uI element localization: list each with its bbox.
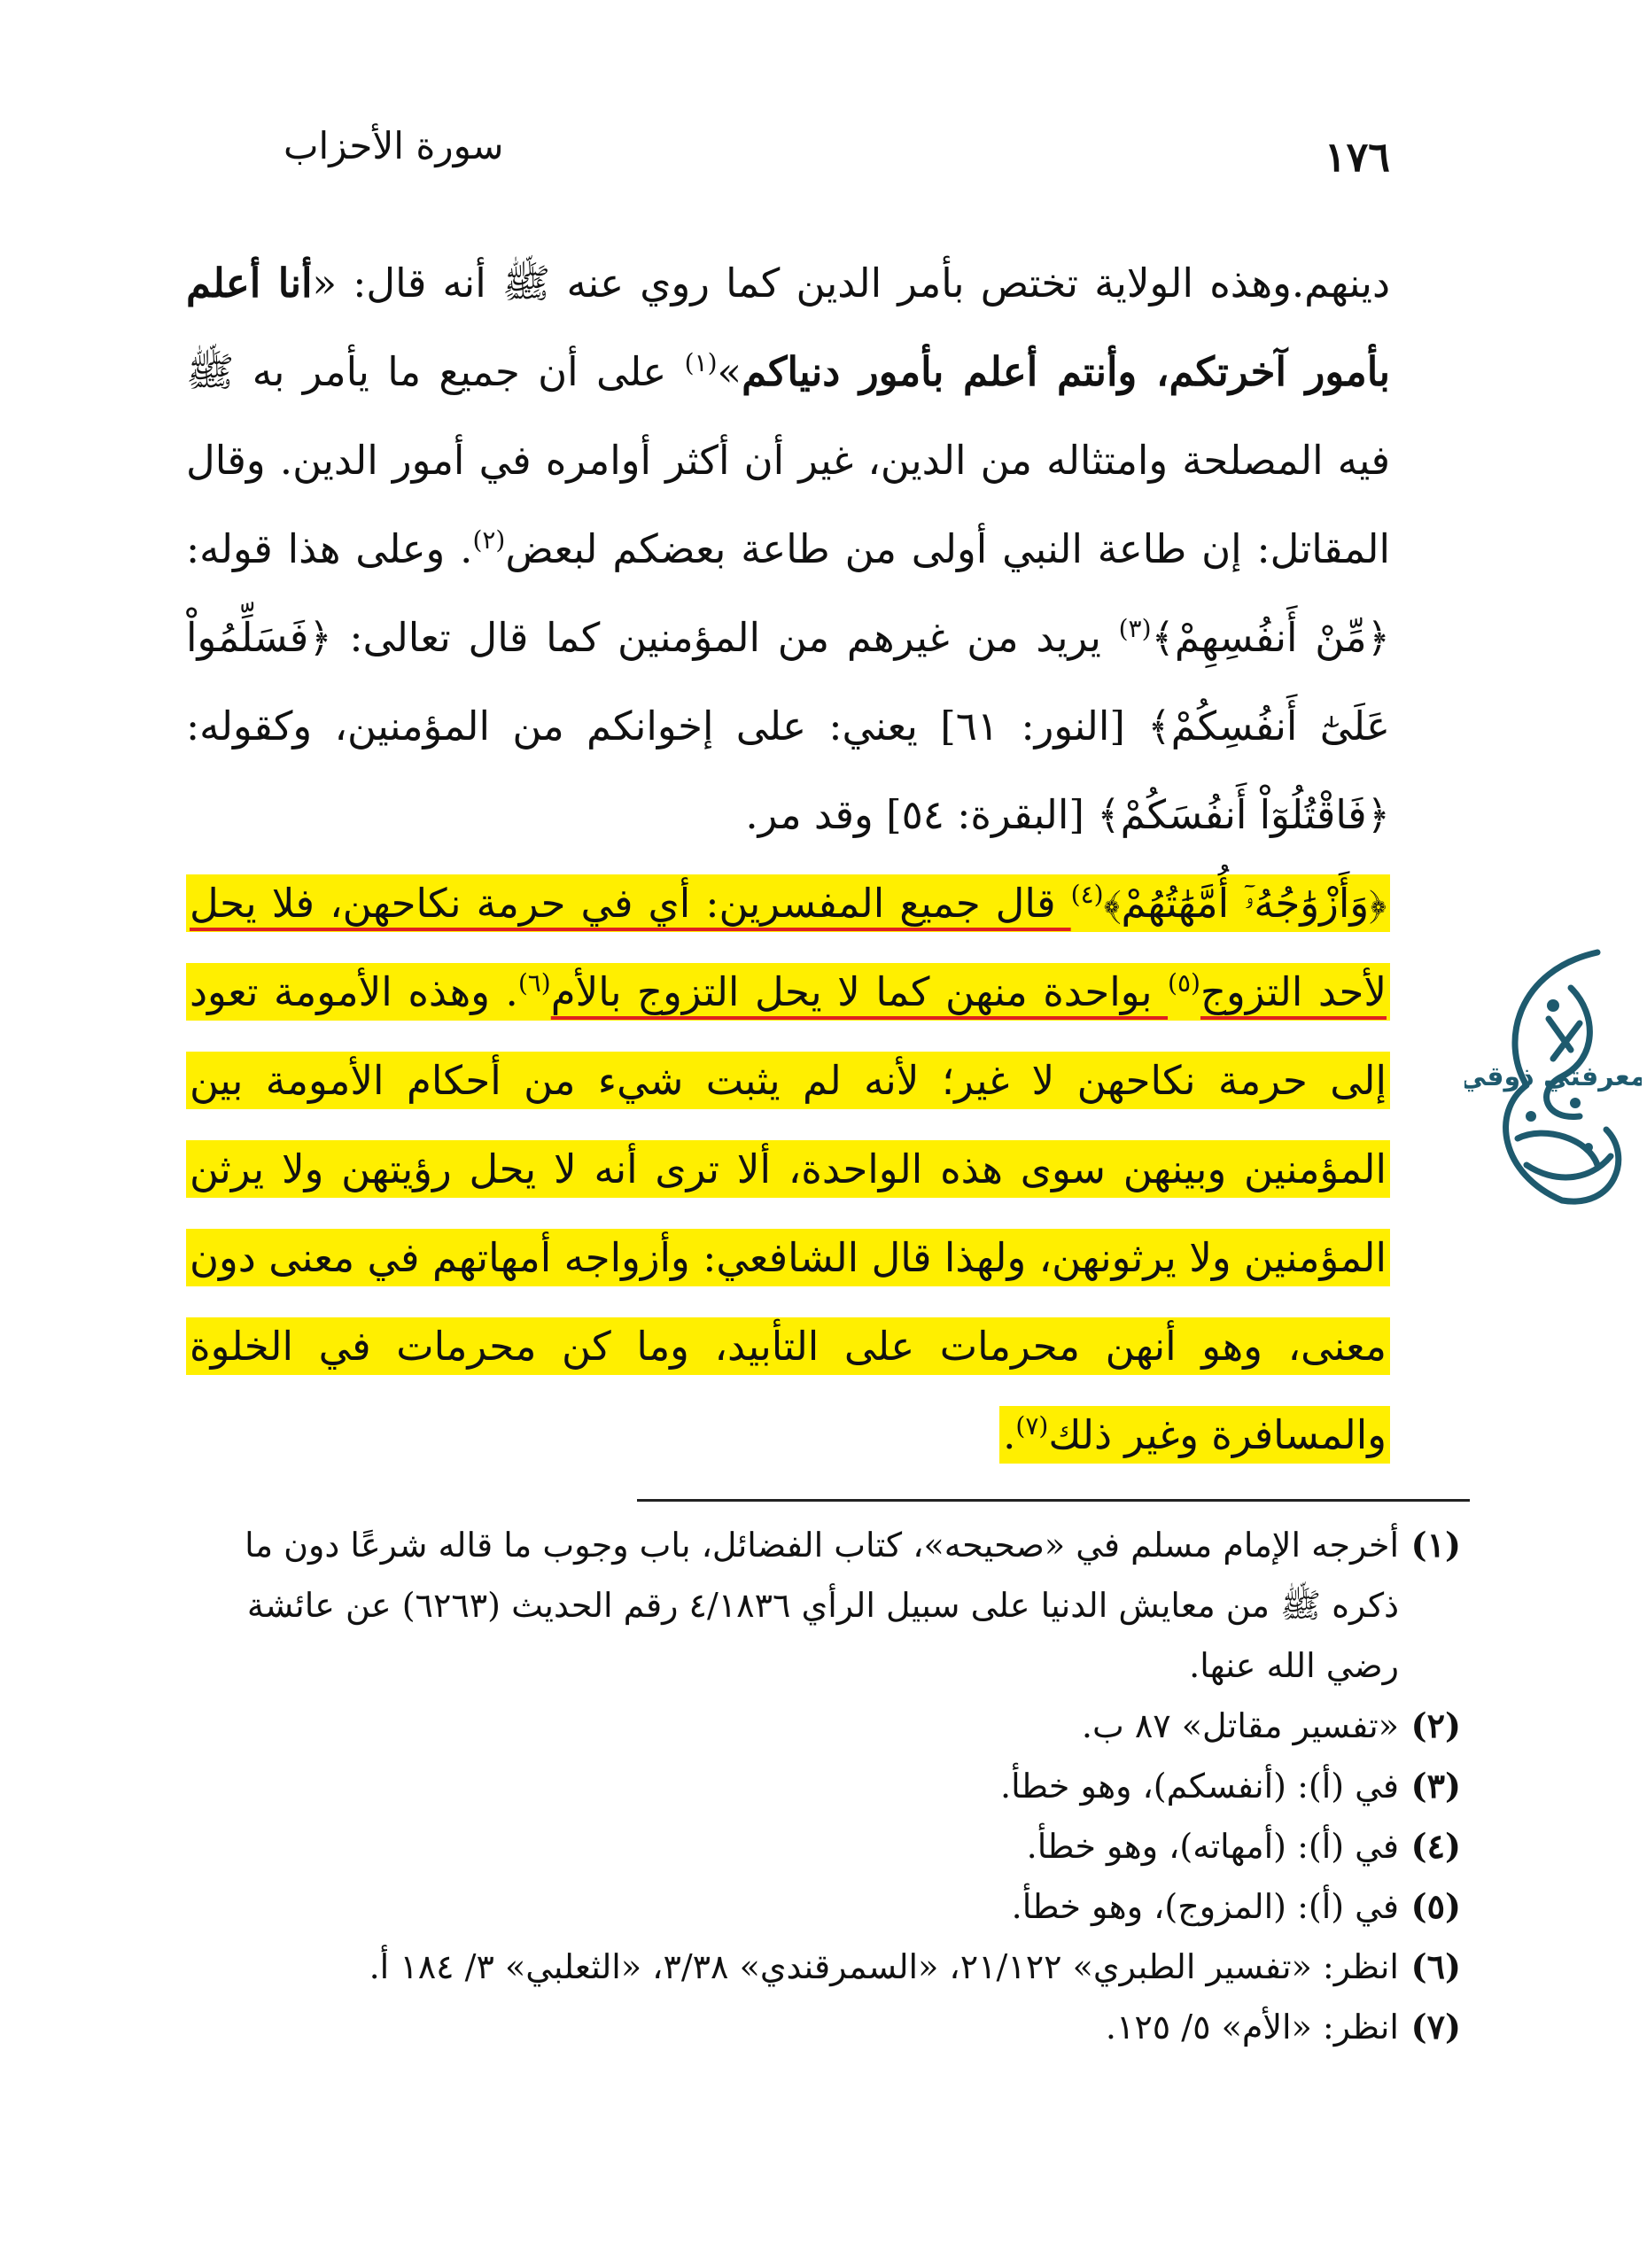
footnote-text: أخرجه الإمام مسلم في «صحيحه»، كتاب الفضائل، باب وجوب ما قاله شرعًا دون ما ذكره ﷺ من معايش الدنيا على سبيل الرأي ٤/١٨٣٦ رقم الحديث (٦٢٦٣) عن عائشة رضي الله عنها. — [245, 1526, 1399, 1685]
quran-verse: ﴿فَسَلِّمُواْ عَلَىٰٓ أَنفُسِكُمْ﴾ — [186, 614, 1390, 750]
highlighted-passage — [186, 874, 1390, 1464]
footnote-text: انظر: «الأم» ٥/ ١٢٥. — [1105, 2008, 1399, 2047]
text-run: . — [1003, 1411, 1016, 1458]
running-head: سورة الأحزاب — [284, 124, 504, 167]
quran-verse: ﴿وَأَزْوَٰجُهُۥٓ أُمَّهَٰتُهُمْ﴾ — [1103, 880, 1387, 927]
footnote-number: (٣) — [1410, 1766, 1461, 1806]
footnote-ref-2[interactable]: (٢) — [472, 525, 506, 555]
underlined-text: قال جميع المفسرين: أي في حرمة نكاحهن، فلا يحل لأحد التزوج — [190, 880, 1387, 1015]
footnote-3 — [186, 1756, 1461, 1816]
text-run: على أن جميع ما يأمر به ﷺ فيه المصلحة وامتثاله من الدين، غير أن أكثر أوامره في أمور الدين. وقال المقاتل: إن طاعة النبي أولى من طاعة بعضكم لبعض — [186, 348, 1390, 572]
text-run: دينهم.وهذه الولاية تختص بأمر الدين كما روي عنه ﷺ أنه قال: « — [312, 260, 1390, 307]
page-header — [248, 124, 1390, 195]
paragraph-1 — [186, 239, 1390, 859]
text-run: . وعلى هذا قوله: — [186, 525, 473, 572]
underlined-text: بواحدة منهن كما لا يحل التزوج بالأم — [550, 968, 1169, 1015]
footnote-number: (٢) — [1410, 1705, 1461, 1745]
footnote-ref-3[interactable]: (٣) — [1118, 614, 1152, 643]
main-text — [186, 239, 1390, 1480]
footnote-number: (٤) — [1410, 1826, 1461, 1866]
text-run: يريد من غيرهم من المؤمنين كما قال تعالى: — [331, 614, 1119, 661]
footnote-5 — [186, 1876, 1461, 1937]
footnote-number: (١) — [1410, 1525, 1461, 1565]
footnote-4 — [186, 1816, 1461, 1876]
text-run: » — [717, 348, 742, 395]
footnote-number: (٧) — [1410, 2007, 1461, 2047]
footnote-ref-7[interactable]: (٧) — [1015, 1411, 1049, 1441]
footnote-number: (٥) — [1410, 1886, 1461, 1926]
footnote-ref-4[interactable]: (٤) — [1070, 880, 1104, 909]
paragraph-2-highlighted — [186, 859, 1390, 1480]
footnote-7 — [186, 1997, 1461, 2057]
footnote-ref-6[interactable]: (٦) — [517, 968, 551, 998]
quran-verse: ﴿مِّنْ أَنفُسِهِمْ﴾ — [1151, 614, 1390, 661]
text-run: . وهذه الأمومة تعود إلى حرمة نكاحهن لا غير؛ لأنه لم يثبت شيء من أحكام الأمومة بين المؤمنين وبينهن سوى هذه الواحدة، ألا ترى أنه لا يحل رؤيتهن ولا يرثن المؤمنين ولا يرثونهن، ولهذا قال الشافعي: وأزواجه أمهاتهم في معنى دون معنى، وهو أنهن محرمات على التأبيد، وما كن محرمات في الخلوة والمسافرة وغير ذلك — [190, 968, 1387, 1458]
quran-verse: ﴿فَاقْتُلُوٓاْ أَنفُسَكُمْ﴾ — [1097, 791, 1390, 838]
hadith-quote: أنا أعلم بأمور آخرتكم، وأنتم أعلم بأمور دنياكم — [186, 260, 1390, 395]
footnote-text: في (أ): (أنفسكم)، وهو خطأ. — [1000, 1767, 1399, 1806]
footnote-ref-1[interactable]: (١) — [684, 348, 718, 377]
page-number: ١٧٦ — [1324, 133, 1390, 181]
footnote-6 — [186, 1937, 1461, 1997]
footnote-text: في (أ): (المزوج)، وهو خطأ. — [1011, 1887, 1399, 1926]
calligraphy-watermark-logo — [1464, 935, 1642, 1218]
footnote-2 — [186, 1696, 1461, 1756]
footnotes — [186, 1515, 1461, 2057]
footnote-ref-5[interactable]: (٥) — [1168, 968, 1200, 998]
footnote-1 — [186, 1515, 1461, 1696]
footnote-divider — [637, 1499, 1470, 1502]
watermark-logo-icon — [1464, 935, 1642, 1218]
footnote-text: «تفسير مقاتل» ٨٧ ب. — [1081, 1706, 1399, 1745]
watermark-text: معرفتي ذوقي — [1464, 1061, 1642, 1092]
footnote-text: انظر: «تفسير الطبري» ٢١/١٢٢، «السمرقندي» ٣/٣٨، «الثعلبي» ٣/ ١٨٤ أ. — [369, 1947, 1399, 1986]
text-run: [البقرة: ٥٤] وقد مر. — [745, 791, 1098, 838]
text-run: [النور: ٦١] يعني: على إخوانكم من المؤمنين، وكقوله: — [186, 703, 1148, 750]
footnote-text: في (أ): (أمهاته)، وهو خطأ. — [1026, 1827, 1399, 1866]
footnote-number: (٦) — [1410, 1946, 1461, 1986]
